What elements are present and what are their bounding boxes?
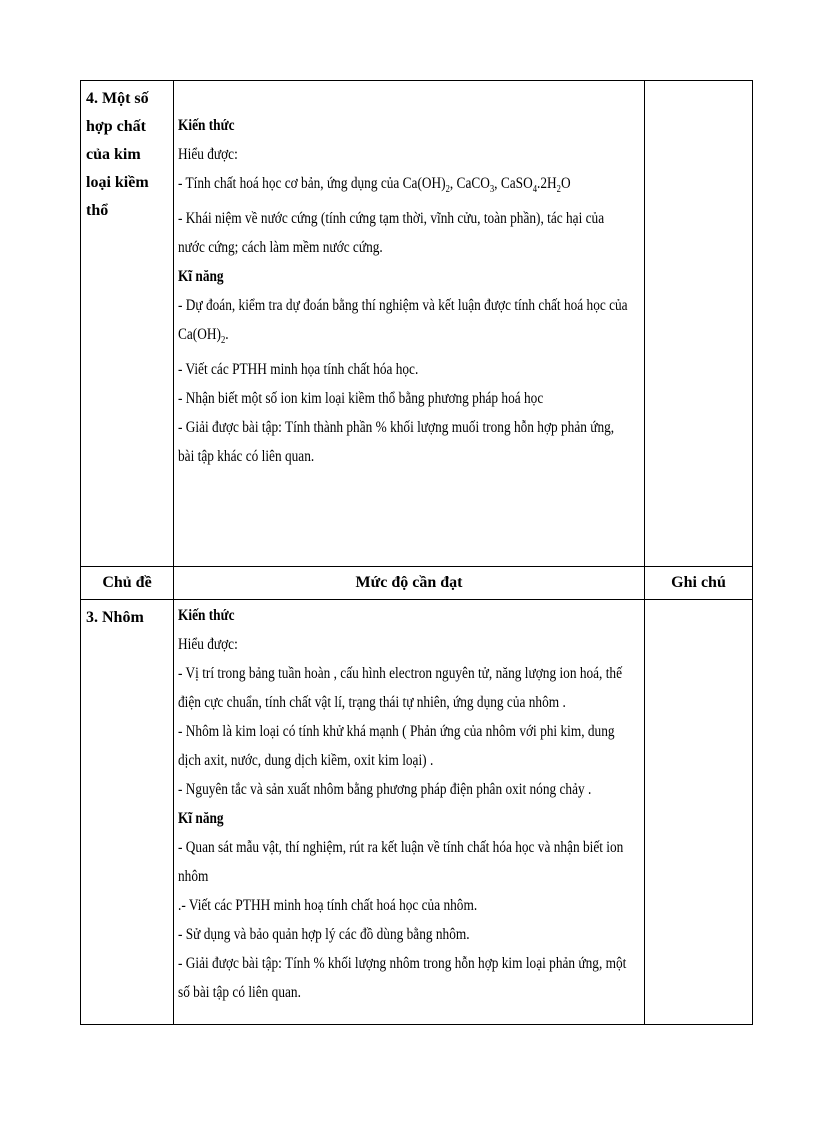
knowledge-item-cont: điện cực chuẩn, tính chất vật lí, trạng thái tự nhiên, ứng dụng của nhôm . [178,694,566,711]
skill-item-cont: bài tập khác có liên quan. [178,448,315,466]
skill-item-cont: nhôm [178,868,209,885]
skill-item: .- Viết các PTHH minh hoạ tính chất hoá học của nhôm. [178,897,478,914]
topic-title: 4. Một số hợp chất của kim loại kiềm thổ [86,90,149,219]
header-level: Mức độ cần đạt [174,567,645,600]
topic-title: 3. Nhôm [86,609,144,626]
skill-item-cont: số bài tập có liên quan. [178,984,301,1001]
header-note: Ghi chú [645,567,753,600]
knowledge-item-cont: nước cứng; cách làm mềm nước cứng. [178,239,383,257]
note-cell [645,81,753,567]
table-row-topic-3 [81,600,753,1025]
content-cell [174,81,645,567]
knowledge-heading: Kiến thức [178,117,235,134]
skills-heading: Kĩ năng [178,810,224,827]
knowledge-item: - Tính chất hoá học cơ bản, ứng dụng của $Ca(OH)_2$, CaCO$_3$, $CaSO_4.2H_2O$ [178,175,571,196]
knowledge-item: - Nguyên tắc và sản xuất nhôm bằng phương pháp điện phân oxit nóng chảy . [178,781,592,798]
note-cell [645,600,753,1025]
knowledge-heading: Kiến thức [178,607,235,624]
skill-item: - Nhận biết một số ion kim loại kiềm thổ bằng phương pháp hoá học [178,390,544,408]
knowledge-item: - Nhôm là kim loại có tính khử khá mạnh ( Phản ứng của nhôm với phi kim, dung [178,723,615,740]
skills-heading: Kĩ năng [178,268,224,286]
content-cell [174,600,645,1025]
understand-label: Hiểu được: [178,636,238,653]
skill-item: - Giải được bài tập: Tính % khối lượng nhôm trong hỗn hợp kim loại phản ứng, một [178,955,627,972]
header-topic: Chủ đề [81,567,174,600]
skill-item: - Giải được bài tập: Tính thành phần % khối lượng muối trong hỗn hợp phản ứng, [178,419,615,437]
table-row-topic-4 [81,81,753,567]
topic-cell [81,600,174,1025]
knowledge-item-cont: dịch axit, nước, dung dịch kiềm, oxit kim loại) . [178,752,434,769]
skill-item: - Viết các PTHH minh họa tính chất hóa học. [178,361,419,379]
topic-cell [81,81,174,567]
table-header-row [81,567,753,600]
skill-item: - Dự đoán, kiểm tra dự đoán bằng thí nghiệm và kết luận được tính chất hoá học của [178,297,628,315]
skill-item: - Sử dụng và bảo quản hợp lý các đồ dùng bằng nhôm. [178,926,470,943]
knowledge-item: - Vị trí trong bảng tuần hoàn , cấu hình electron nguyên tử, năng lượng ion hoá, thế [178,665,623,682]
skill-item-cont: $Ca(OH)_2$. [178,326,229,347]
understand-label: Hiểu được: [178,146,238,163]
knowledge-item: - Khái niệm về nước cứng (tính cứng tạm thời, vĩnh cửu, toàn phần), tác hại của [178,210,605,228]
curriculum-table [80,80,753,1025]
skill-item: - Quan sát mẫu vật, thí nghiệm, rút ra kết luận về tính chất hóa học và nhận biết ion [178,839,624,856]
